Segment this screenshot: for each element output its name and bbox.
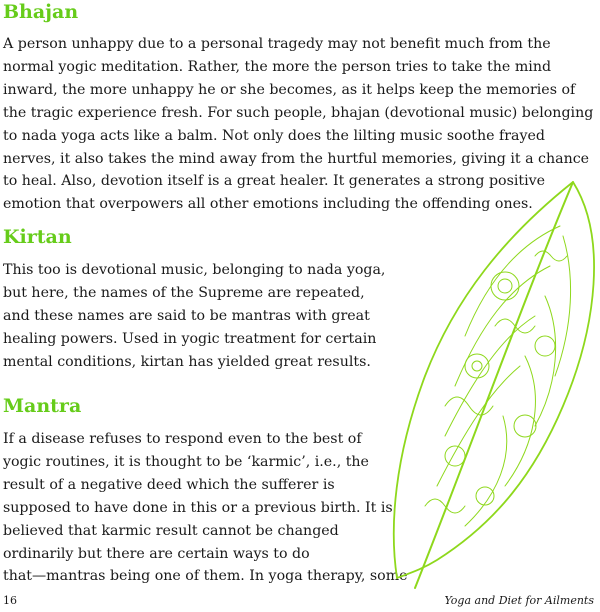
text-line: believed that karmic result cannot be changed [3,522,339,539]
text-line: that—mantras being one of them. In yoga therapy, some [3,568,408,585]
text-line: but here, the names of the Supreme are repeated, [3,284,365,301]
text-line: A person unhappy due to a personal tragedy may not benefit much from the [3,36,551,52]
text-line: If a disease refuses to respond even to the best of [3,431,362,447]
paragraph-mantra [3,428,408,588]
heading-mantra: Mantra [3,395,82,417]
text-line: to nada yoga acts like a balm. Not only does the lilting music soothe frayed [3,127,545,144]
text-line: supposed to have done in this or a previous birth. It is [3,499,393,516]
heading-kirtan: Kirtan [3,226,72,248]
text-line: the tragic experience fresh. For such people, bhajan (devotional music) belonging [3,104,594,121]
text-line: nerves, it also takes the mind away from the hurtful memories, giving it a chance [3,150,590,167]
text-line: healing powers. Used in yogic treatment for certain [3,330,377,347]
paragraph-kirtan [3,259,385,374]
text-line: inward, the more unhappy he or she becomes, as it helps keep the memories of [3,81,576,98]
text-line: ordinarily but there are certain ways to do [3,545,310,562]
paisley-leaf-icon [385,176,595,594]
text-line: and these names are said to be mantras with great [3,307,370,324]
heading-bhajan: Bhajan [3,1,79,23]
text-line: normal yogic meditation. Rather, the more the person tries to take the mind [3,58,552,75]
text-line: mental conditions, kirtan has yielded great results. [3,353,371,370]
page-number: 16 [3,594,17,607]
text-line: to heal. Also, devotion itself is a great healer. It generates a strong positive [3,173,546,190]
text-line: yogic routines, it is thought to be ‘karmic’, i.e., the [3,453,369,470]
text-line: This too is devotional music, belonging to nada yoga, [3,262,386,278]
text-line: emotion that overpowers all other emotions including the offending ones. [3,196,533,213]
text-line: result of a negative deed which the sufferer is [3,476,335,493]
running-footer-title: Yoga and Diet for Ailments [444,594,594,607]
